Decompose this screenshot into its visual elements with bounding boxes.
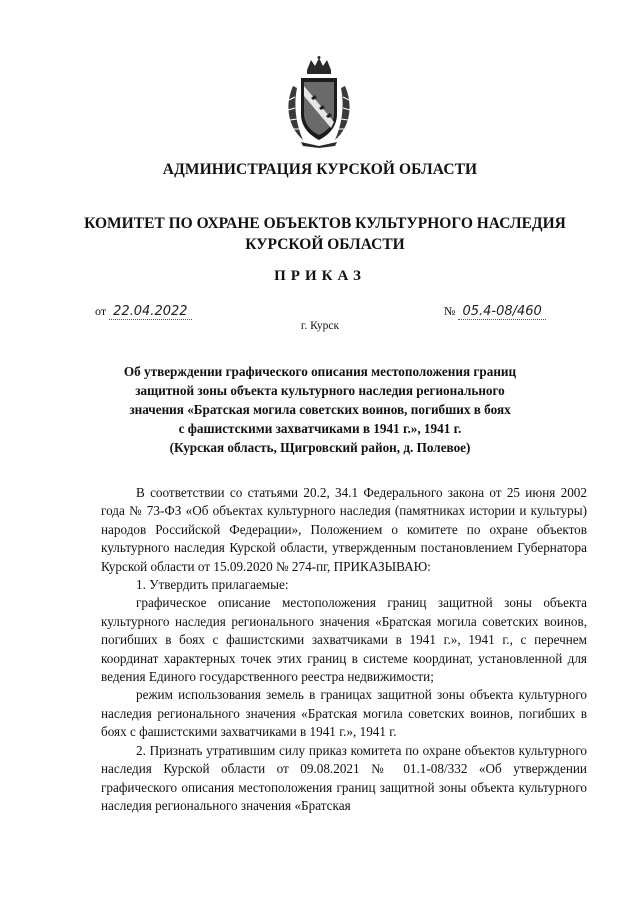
- date-label: от: [95, 304, 107, 318]
- paragraph-preamble: В соответствии со статьями 20.2, 34.1 Федерального закона от 25 июня 2002 года № 73-ФЗ «Об объектах культурного наследия (памятниках истории и культуры) народов Российской Федерации», Положением о комитете по охране объектов культурного наследия Курской области, утвержденным постановлением Губернатора Курской области от 15.09.2020 № 274-пг, ПРИКАЗЫВАЮ:: [101, 485, 587, 574]
- order-body: [101, 484, 587, 815]
- paragraph-graphic-description: графическое описание местоположения границ защитной зоны объекта культурного наследия регионального значения «Братская могила советских воинов, погибших в боях с фашистскими захватчиками в 1941 г.», 1941 г., с перечнем координат характерных точек этих границ в системе координат, установленной для ведения Единого государственного реестра недвижимости;: [101, 595, 587, 685]
- paragraph-land-use-regime: режим использования земель в границах защитной зоны объекта культурного наследия регионального значения «Братская могила советских воинов, погибших в боях с фашистскими захватчиками в 1941 г.», 1941 г.: [101, 687, 587, 740]
- committee-heading-line2: КУРСКОЙ ОБЛАСТИ: [245, 236, 405, 253]
- committee-heading-line1: КОМИТЕТ ПО ОХРАНЕ ОБЪЕКТОВ КУЛЬТУРНОГО НАСЛЕДИЯ: [84, 215, 566, 232]
- order-heading: ПРИКАЗ: [274, 268, 366, 284]
- coat-of-arms-emblem: [283, 56, 355, 148]
- handwritten-number: 05.4-08/460: [458, 304, 545, 320]
- order-number: [444, 304, 546, 319]
- title-line1: Об утверждении графического описания местоположения границ: [123, 364, 517, 379]
- committee-heading: [80, 213, 570, 255]
- administration-heading: АДМИНИСТРАЦИЯ КУРСКОЙ ОБЛАСТИ: [162, 161, 478, 178]
- title-line4: с фашистскими захватчиками в 1941 г.», 1941 г.: [178, 421, 462, 436]
- title-line5: (Курская область, Щигровский район, д. Полевое): [169, 440, 471, 455]
- title-line3: значения «Братская могила советских воинов, погибших в боях: [129, 402, 511, 417]
- paragraph-item-2: 2. Признать утратившим силу приказ комитета по охране объектов культурного наследия Курской области от 09.08.2021 № 01.1-08/332 «Об утверждении графического описания местоположения границ защитной зоны объекта культурного наследия регионального значения «Братская: [101, 742, 587, 813]
- paragraph-item-1: 1. Утвердить прилагаемые:: [136, 577, 289, 593]
- number-label: №: [444, 304, 456, 318]
- order-date: [95, 304, 192, 319]
- city-label: г. Курск: [300, 320, 340, 332]
- title-line2: защитной зоны объекта культурного наследия регионального: [135, 383, 505, 398]
- order-title: [95, 362, 545, 457]
- handwritten-date: 22.04.2022: [109, 304, 191, 320]
